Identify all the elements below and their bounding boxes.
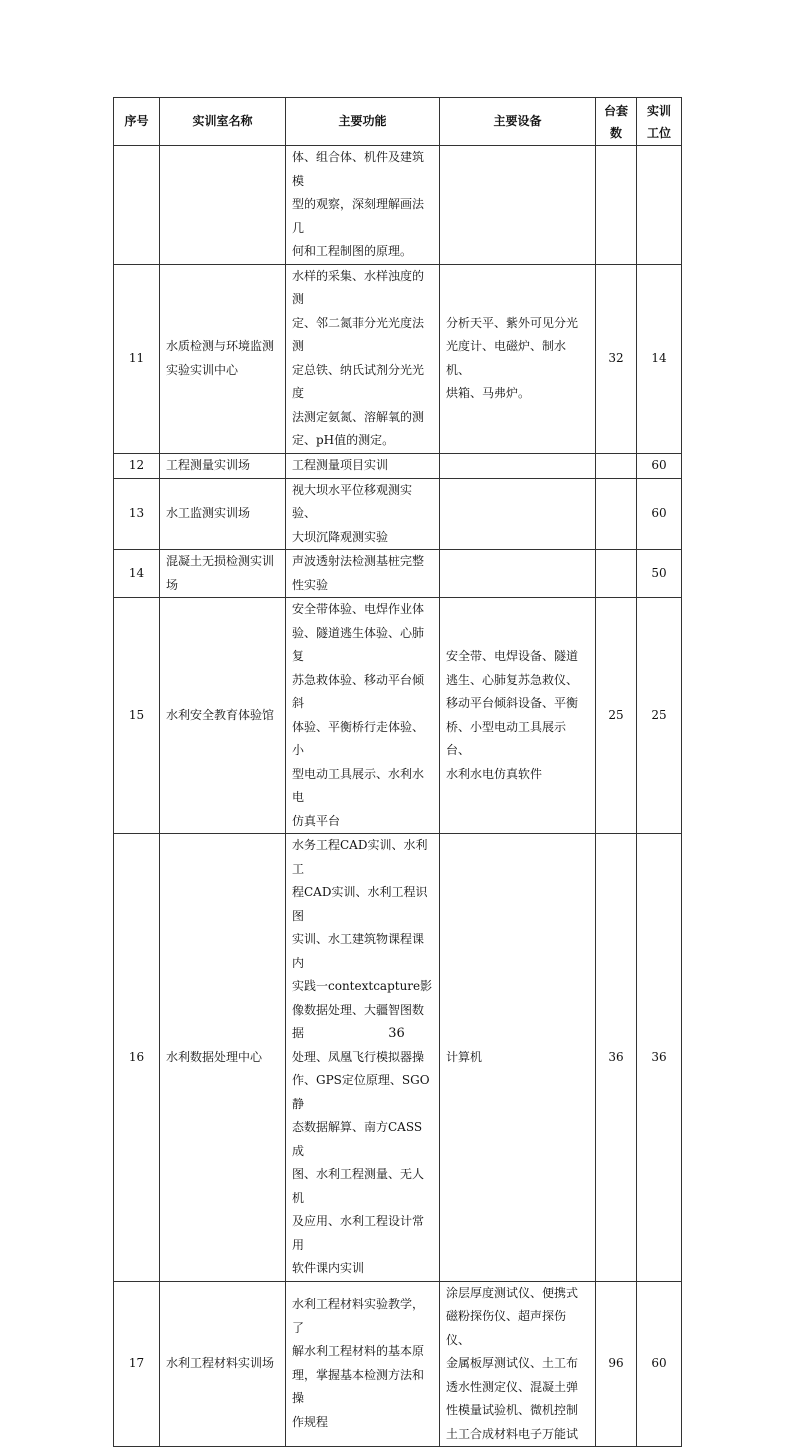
cell-function: 水利工程材料实验教学，了 解水利工程材料的基本原 理，掌握基本检测方法和操 作规程: [286, 1281, 440, 1447]
cell-function: 安全带体验、电焊作业体 验、隧道逃生体验、心肺复 苏急救体验、移动平台倾斜 体验、平衡桥行走体验、小 型电动工具展示、水利水电 仿真平台: [286, 598, 440, 834]
header-index: 序号: [114, 98, 160, 146]
cell-sets: [596, 146, 637, 265]
header-lab-name: 实训室名称: [160, 98, 286, 146]
table-row: [114, 834, 682, 1282]
cell-index: 17: [114, 1281, 160, 1447]
cell-lab-name: 水工监测实训场: [160, 478, 286, 550]
cell-sets: 96: [596, 1281, 637, 1447]
cell-sets: 36: [596, 834, 637, 1282]
cell-sets: [596, 478, 637, 550]
table-row: [114, 1281, 682, 1447]
cell-stations: 60: [637, 453, 682, 478]
cell-index: 14: [114, 550, 160, 598]
cell-lab-name: 水利安全教育体验馆: [160, 598, 286, 834]
cell-index: 15: [114, 598, 160, 834]
cell-stations: 50: [637, 550, 682, 598]
cell-equipment: 分析天平、紫外可见分光 光度计、电磁炉、制水机、 烘箱、马弗炉。: [440, 264, 596, 453]
cell-index: 11: [114, 264, 160, 453]
cell-lab-name: 工程测量实训场: [160, 453, 286, 478]
cell-index: 16: [114, 834, 160, 1282]
header-main-equipment: 主要设备: [440, 98, 596, 146]
table-row: [114, 550, 682, 598]
table-header-row: [114, 98, 682, 146]
cell-stations: 36: [637, 834, 682, 1282]
cell-stations: 14: [637, 264, 682, 453]
cell-function: 水样的采集、水样浊度的测 定、邻二氮菲分光光度法测 定总铁、纳氏试剂分光光度 法测定氨氮、溶解氧的测 定、pH值的测定。: [286, 264, 440, 453]
page-number: 36: [388, 1026, 405, 1041]
header-main-function: 主要功能: [286, 98, 440, 146]
header-sets: 台套 数: [596, 98, 637, 146]
cell-index: [114, 146, 160, 265]
cell-index: 12: [114, 453, 160, 478]
table-row: [114, 146, 682, 265]
cell-lab-name: 水利数据处理中心: [160, 834, 286, 1282]
cell-equipment: [440, 453, 596, 478]
table-row: [114, 264, 682, 453]
cell-equipment: [440, 478, 596, 550]
cell-lab-name: 混凝土无损检测实训 场: [160, 550, 286, 598]
cell-sets: [596, 453, 637, 478]
cell-function: 工程测量项目实训: [286, 453, 440, 478]
cell-lab-name: 水质检测与环境监测 实验实训中心: [160, 264, 286, 453]
cell-stations: [637, 146, 682, 265]
cell-stations: 60: [637, 478, 682, 550]
cell-lab-name: 水利工程材料实训场: [160, 1281, 286, 1447]
lab-facilities-table: [113, 97, 682, 1447]
cell-stations: 25: [637, 598, 682, 834]
cell-function: 视大坝水平位移观测实验、 大坝沉降观测实验: [286, 478, 440, 550]
cell-function: 体、组合体、机件及建筑模 型的观察，深刻理解画法几 何和工程制图的原理。: [286, 146, 440, 265]
cell-stations: 60: [637, 1281, 682, 1447]
cell-sets: [596, 550, 637, 598]
cell-sets: 32: [596, 264, 637, 453]
cell-equipment: 涂层厚度测试仪、便携式 磁粉探伤仪、超声探伤仪、 金属板厚测试仪、土工布 透水性测定仪、混凝土弹 性模量试验机、微机控制 土工合成材料电子万能试: [440, 1281, 596, 1447]
cell-function: 水务工程CAD实训、水利工 程CAD实训、水利工程识图 实训、水工建筑物课程课内 实践一contextcapture影 像数据处理、大疆智图数据 处理、凤凰飞行模拟器操 作、GPS定位原理、SGO静 态数据解算、南方CASS成 图、水利工程测量、无人机 及应用、水利工程设计常用 软件课内实训: [286, 834, 440, 1282]
cell-sets: 25: [596, 598, 637, 834]
cell-function: 声波透射法检测基桩完整 性实验: [286, 550, 440, 598]
cell-lab-name: [160, 146, 286, 265]
cell-equipment: 计算机: [440, 834, 596, 1282]
table-row: [114, 453, 682, 478]
cell-equipment: [440, 146, 596, 265]
table-row: [114, 598, 682, 834]
cell-index: 13: [114, 478, 160, 550]
header-stations: 实训 工位: [637, 98, 682, 146]
table-row: [114, 478, 682, 550]
cell-equipment: [440, 550, 596, 598]
cell-equipment: 安全带、电焊设备、隧道 逃生、心肺复苏急救仪、 移动平台倾斜设备、平衡 桥、小型电动工具展示台、 水利水电仿真软件: [440, 598, 596, 834]
